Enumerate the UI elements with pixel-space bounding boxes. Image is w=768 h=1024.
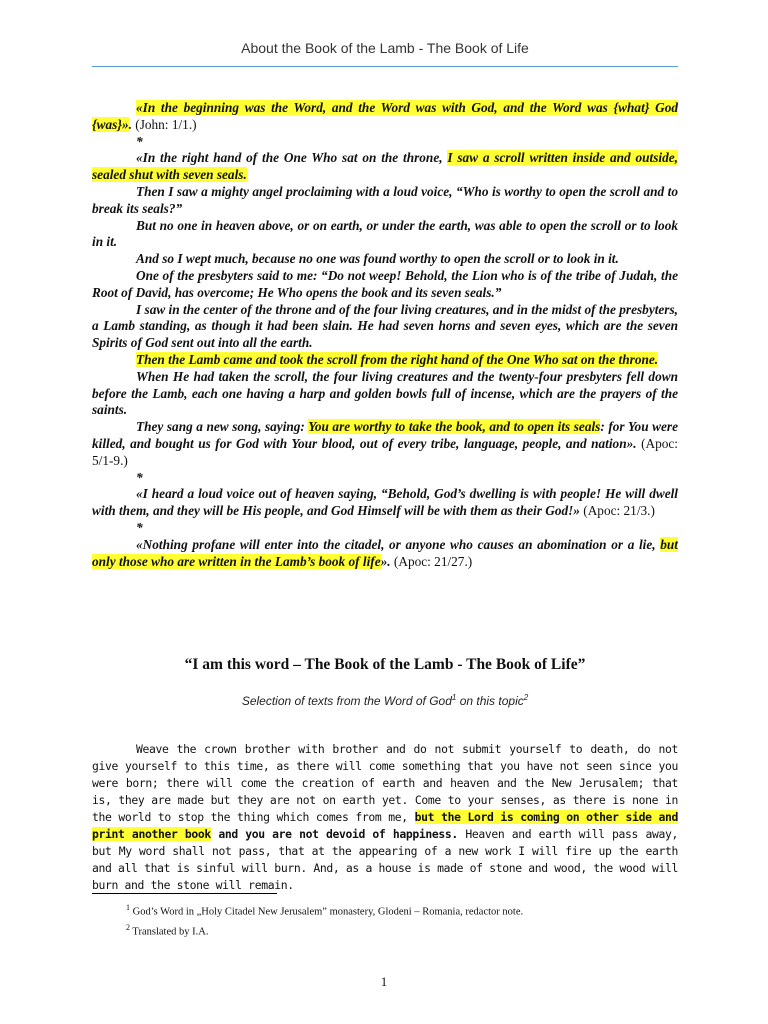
highlight-book-of-life: but only those who are written in the Lamb’s book of life xyxy=(92,536,678,569)
paragraph-profane: «Nothing profane will enter into the citadel, or anyone who causes an abomination or a lie, but only those who are written in the Lamb’s book of life». (Apoc: 21/27.) xyxy=(92,536,678,569)
ref-apoc-5: (Apoc: 5/1-9.) xyxy=(92,435,679,468)
footnote-ref-2[interactable]: 2 xyxy=(523,693,529,702)
footnotes xyxy=(126,900,678,939)
paragraph-dwelling: «I heard a loud voice out of heaven saying, “Behold, God’s dwelling is with people! He will dwell with them, and they will be His people, and God Himself will be with them as their God!» (Apoc: 21/3.) xyxy=(92,486,678,519)
paragraph-new-song: They sang a new song, saying: You are worthy to take the book, and to open its seals: for You were killed, and bought us for God with Your blood, out of every tribe, language, people, and nation». (Apoc: 5/1-9.) xyxy=(92,419,679,468)
quote-john: «In the beginning was the Word, and the Word was with God, and the Word was {what} God {was}». (John: 1/1.) xyxy=(92,100,678,132)
separator-star: * xyxy=(136,469,143,485)
scripture-quotes xyxy=(92,100,678,570)
header-title: About the Book of the Lamb - The Book of Life xyxy=(241,40,529,56)
page-number: 1 xyxy=(380,974,388,989)
body-paragraph: Weave the crown brother with brother and do not submit yourself to death, do not give yourself to this time, as there will come something that you have not seen since you were born; there will come the creation of earth and heaven and the New Jerusalem; that is, they are made but they are not on earth yet. Come to your senses, as there is none in the world to stop the thing which comes from me, but the Lord is coming on other side and print another book and you are not devoid of happiness. Heaven and earth will pass away, but My word shall not pass, that at the appearing of a new work I will fire up the earth and all that is sinful will burn. And, as a house is made of stone and wood, the wood will burn and the stone will remain. xyxy=(92,742,678,892)
separator-star: * xyxy=(136,519,143,535)
paragraph-lamb-standing: I saw in the center of the throne and of the four living creatures, and in the midst of the presbyters, a Lamb standing, as though it had been slain. He had seven horns and seven eyes, which are the seven Spirits of God sent out into all the earth. xyxy=(92,301,678,351)
ref-apoc-21-27: (Apoc: 21/27.) xyxy=(390,553,473,569)
section-title: “I am this word – The Book of the Lamb - The Book of Life” xyxy=(184,656,586,673)
footnote-2: $^2$ Translated by I.A. xyxy=(126,922,209,937)
quote-john-ref: (John: 1/1.) xyxy=(131,116,197,132)
footnote-separator xyxy=(92,893,277,894)
highlight-worthy: You are worthy to take the book, and to open its seals xyxy=(308,419,601,435)
quote-scroll: «In the right hand of the One Who sat on the throne, I saw a scroll written inside and outside, sealed shut with seven seals. xyxy=(92,150,678,183)
paragraph-presbyter: One of the presbyters said to me: “Do not weep! Behold, the Lion who is of the tribe of Judah, the Root of David, has overcome; He Who opens the book and its seven seals.” xyxy=(92,267,678,300)
highlight-scroll: I saw a scroll written inside and outside, sealed shut with seven seals. xyxy=(92,150,678,183)
footnote-1: $^1$ God’s Word in „Holy Citadel New Jerusalem” monastery, Glodeni – Romania, redactor note. xyxy=(126,903,524,918)
paragraph-fell-down: When He had taken the scroll, the four living creatures and the twenty-four presbyters fell down before the Lamb, each one having a harp and golden bowls full of incense, which are the prayers of the saints. xyxy=(92,368,678,418)
running-header xyxy=(92,40,678,67)
paragraph-angel: Then I saw a mighty angel proclaiming with a loud voice, “Who is worthy to open the scroll and to break its seals?” xyxy=(92,183,678,216)
highlight-lamb-scroll: Then the Lamb came and took the scroll from the right hand of the One Who sat on the throne. xyxy=(136,351,659,367)
quote-john-text: «In the beginning was the Word, and the Word was with God, and the Word was {what} God {was}» xyxy=(92,100,678,132)
paragraph-no-one: But no one in heaven above, or on earth, or under the earth, was able to open the scroll or to look in it. xyxy=(92,217,678,250)
highlight-lord-coming: but the Lord is coming on other side and print another book xyxy=(92,810,678,841)
section-subtitle: Selection of texts from the Word of God$^1$ on this topic$^2$ xyxy=(241,693,529,708)
separator-star: * xyxy=(136,133,143,149)
ref-apoc-21-3: (Apoc: 21/3.) xyxy=(579,503,655,519)
paragraph-lamb-took-scroll xyxy=(92,352,678,369)
bold-happiness: and you are not devoid of happiness. xyxy=(210,827,458,841)
footnote-ref-1[interactable]: 1 xyxy=(451,693,457,702)
paragraph-wept: And so I wept much, because no one was found worthy to open the scroll or to look in it. xyxy=(136,251,619,267)
